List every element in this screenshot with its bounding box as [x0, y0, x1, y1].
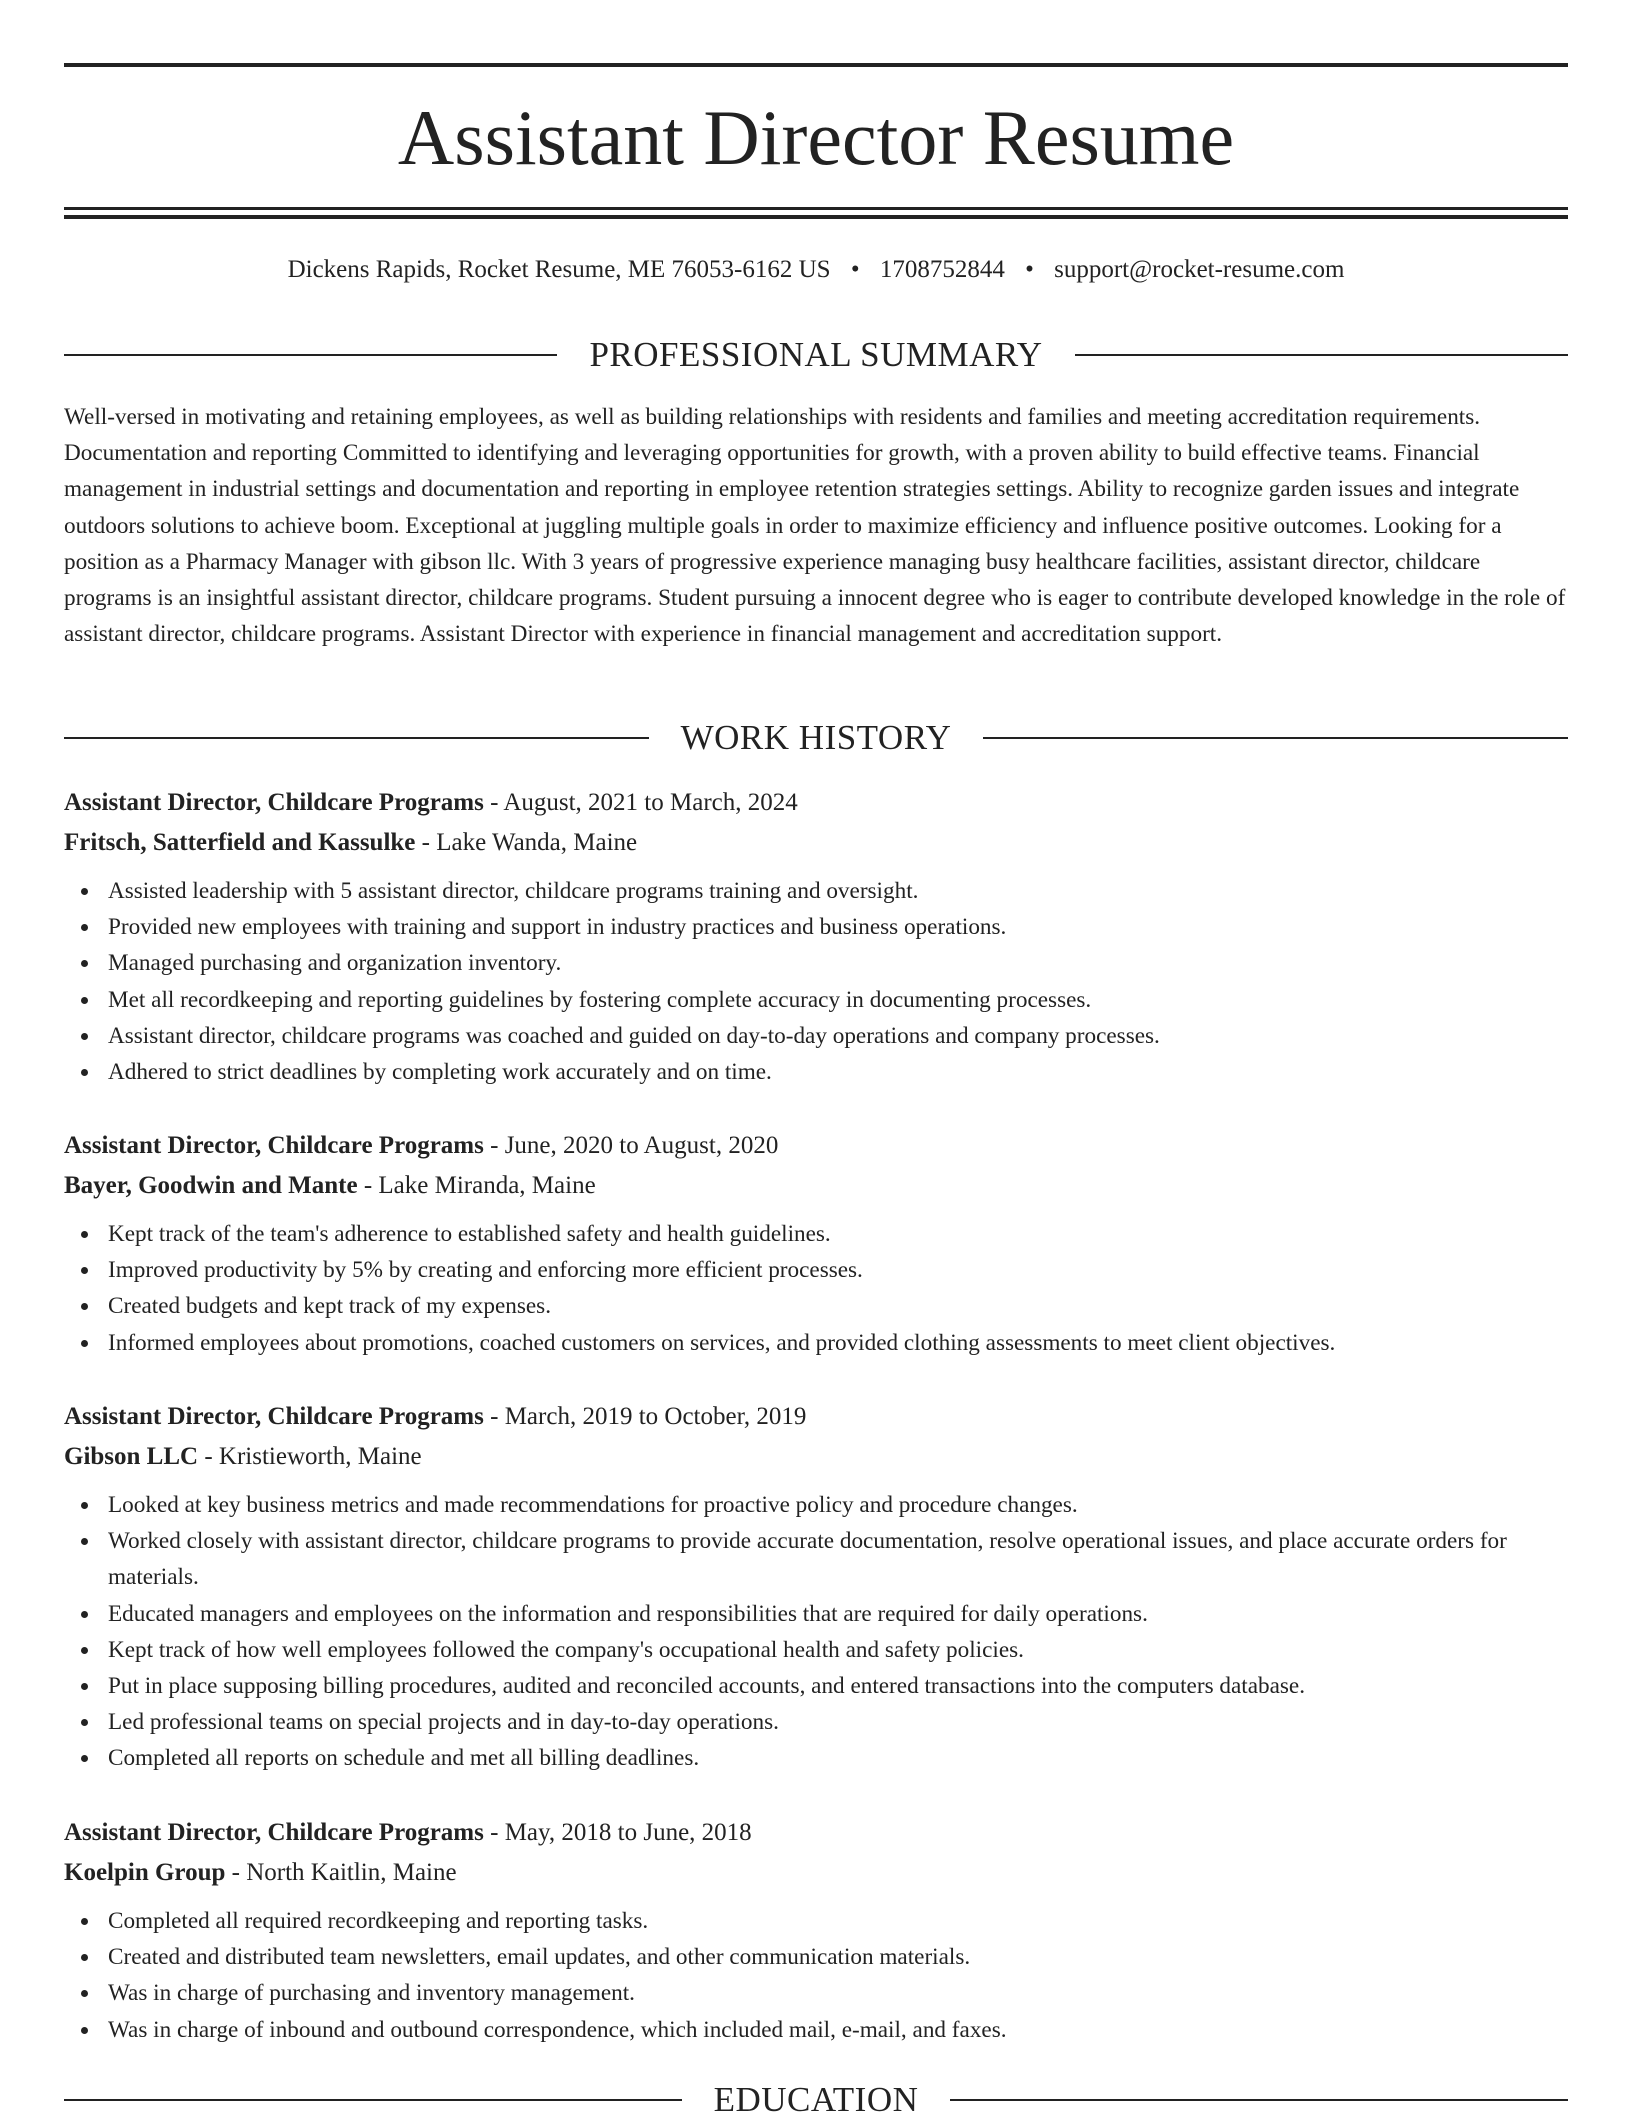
job-title-line [64, 1813, 1568, 1853]
job-title-line [64, 783, 1568, 823]
job-location: - North Kaitlin, Maine [225, 1859, 457, 1886]
job-company-line [64, 1437, 1568, 1477]
job-title: Assistant Director, Childcare Programs [64, 1403, 484, 1430]
job-bullet: Kept track of how well employees followed the company's occupational health and safety policies. [108, 1632, 1568, 1668]
job-bullet: Kept track of the team's adherence to established safety and health guidelines. [108, 1216, 1568, 1252]
contact-separator: • [850, 256, 860, 283]
title-rule-lower [64, 215, 1568, 219]
job-bullet: Worked closely with assistant director, childcare programs to provide accurate documentation, resolve operational issues, and place accurate orders for materials. [108, 1523, 1568, 1595]
heading-rule-right [983, 737, 1568, 739]
job-bullet: Was in charge of purchasing and inventory management. [108, 1975, 1568, 2011]
heading-rule-right [950, 2099, 1568, 2101]
work-history-heading [64, 716, 1568, 760]
job-company: Koelpin Group [64, 1859, 226, 1886]
job-bullet: Met all recordkeeping and reporting guidelines by fostering complete accuracy in documenting processes. [108, 982, 1568, 1018]
job-company: Fritsch, Satterfield and Kassulke [64, 829, 416, 856]
job-bullet: Created and distributed team newsletters, email updates, and other communication materials. [108, 1939, 1568, 1975]
resume-title: Assistant Director Resume [397, 94, 1235, 181]
contact-phone: 1708752844 [879, 256, 1005, 283]
job-title: Assistant Director, Childcare Programs [64, 1819, 484, 1846]
job-bullet: Assistant director, childcare programs was coached and guided on day-to-day operations and company processes. [108, 1018, 1568, 1054]
job-company: Bayer, Goodwin and Mante [64, 1172, 358, 1199]
title-rule-upper [64, 207, 1568, 210]
job-location: - Lake Wanda, Maine [415, 829, 638, 856]
job-dates: - August, 2021 to March, 2024 [483, 789, 798, 816]
job-bullet-list [64, 873, 1568, 1090]
job-bullet-list [64, 1903, 1568, 2048]
summary-text: Well-versed in motivating and retaining employees, as well as building relationships with residents and families and meeting accreditation requirements. Documentation and reporting Committed to identifying and leveraging opportunities for growth, with a proven ability to build effective teams. Financial management in industrial settings and documentation and reporting in employee retention strategies settings. Ability to recognize garden issues and integrate outdoors solutions to achieve boom. Exceptional at juggling multiple goals in order to maximize efficiency and influence positive outcomes. Looking for a position as a Pharmacy Manager with gibson llc. With 3 years of progressive experience managing busy healthcare facilities, assistant director, childcare programs is an insightful assistant director, childcare programs. Student pursuing a innocent degree who is eager to contribute developed knowledge in the role of assistant director, childcare programs. Assistant Director with experience in financial management and accreditation support. [64, 404, 1566, 648]
job-bullet: Created budgets and kept track of my expenses. [108, 1288, 1568, 1324]
job-entry [64, 1397, 1568, 1777]
summary-heading-label: PROFESSIONAL SUMMARY [589, 335, 1043, 374]
job-entry [64, 783, 1568, 1090]
job-bullet: Led professional teams on special projects and in day-to-day operations. [108, 1704, 1568, 1740]
job-bullet: Put in place supposing billing procedures, audited and reconciled accounts, and entered transactions into the computers database. [108, 1668, 1568, 1704]
job-bullet: Was in charge of inbound and outbound correspondence, which included mail, e-mail, and faxes. [108, 2012, 1568, 2048]
heading-rule-left [64, 354, 557, 356]
job-location: - Kristieworth, Maine [198, 1443, 422, 1470]
job-bullet: Provided new employees with training and support in industry practices and business operations. [108, 909, 1568, 945]
education-heading-label: EDUCATION [713, 2080, 919, 2119]
job-dates: - June, 2020 to August, 2020 [483, 1132, 779, 1159]
job-title-line [64, 1397, 1568, 1437]
job-bullet-list [64, 1487, 1568, 1777]
job-bullet: Adhered to strict deadlines by completing work accurately and on time. [108, 1054, 1568, 1090]
summary-heading [64, 333, 1568, 377]
job-bullet: Looked at key business metrics and made recommendations for proactive policy and procedure changes. [108, 1487, 1568, 1523]
contact-line [64, 252, 1568, 288]
job-dates: - March, 2019 to October, 2019 [483, 1403, 807, 1430]
heading-rule-left [64, 737, 649, 739]
job-location: - Lake Miranda, Maine [357, 1172, 596, 1199]
heading-rule-left [64, 2099, 682, 2101]
job-company: Gibson LLC [64, 1443, 199, 1470]
job-bullet: Improved productivity by 5% by creating and enforcing more efficient processes. [108, 1252, 1568, 1288]
job-bullet: Informed employees about promotions, coached customers on services, and provided clothing assessments to meet client objectives. [108, 1325, 1568, 1361]
top-rule [64, 63, 1568, 67]
job-entry [64, 1813, 1568, 2048]
contact-email: support@rocket-resume.com [1054, 256, 1345, 283]
job-company-line [64, 1853, 1568, 1893]
work-history-heading-label: WORK HISTORY [680, 718, 952, 757]
heading-rule-right [1075, 354, 1568, 356]
education-heading [64, 2078, 1568, 2122]
job-bullet: Assisted leadership with 5 assistant director, childcare programs training and oversight. [108, 873, 1568, 909]
job-bullet: Educated managers and employees on the information and responsibilities that are required for daily operations. [108, 1596, 1568, 1632]
contact-separator: • [1025, 256, 1034, 283]
job-title-line [64, 1126, 1568, 1166]
job-title: Assistant Director, Childcare Programs [64, 1132, 484, 1159]
job-bullet: Completed all required recordkeeping and reporting tasks. [108, 1903, 1568, 1939]
job-dates: - May, 2018 to June, 2018 [483, 1819, 752, 1846]
job-company-line [64, 823, 1568, 863]
job-company-line [64, 1166, 1568, 1206]
contact-address: Dickens Rapids, Rocket Resume, ME 76053-6162 US [287, 256, 831, 283]
job-bullet: Completed all reports on schedule and met all billing deadlines. [108, 1740, 1568, 1776]
job-bullet-list [64, 1216, 1568, 1361]
job-bullet: Managed purchasing and organization inventory. [108, 945, 1568, 981]
job-entry [64, 1126, 1568, 1361]
job-title: Assistant Director, Childcare Programs [64, 789, 484, 816]
